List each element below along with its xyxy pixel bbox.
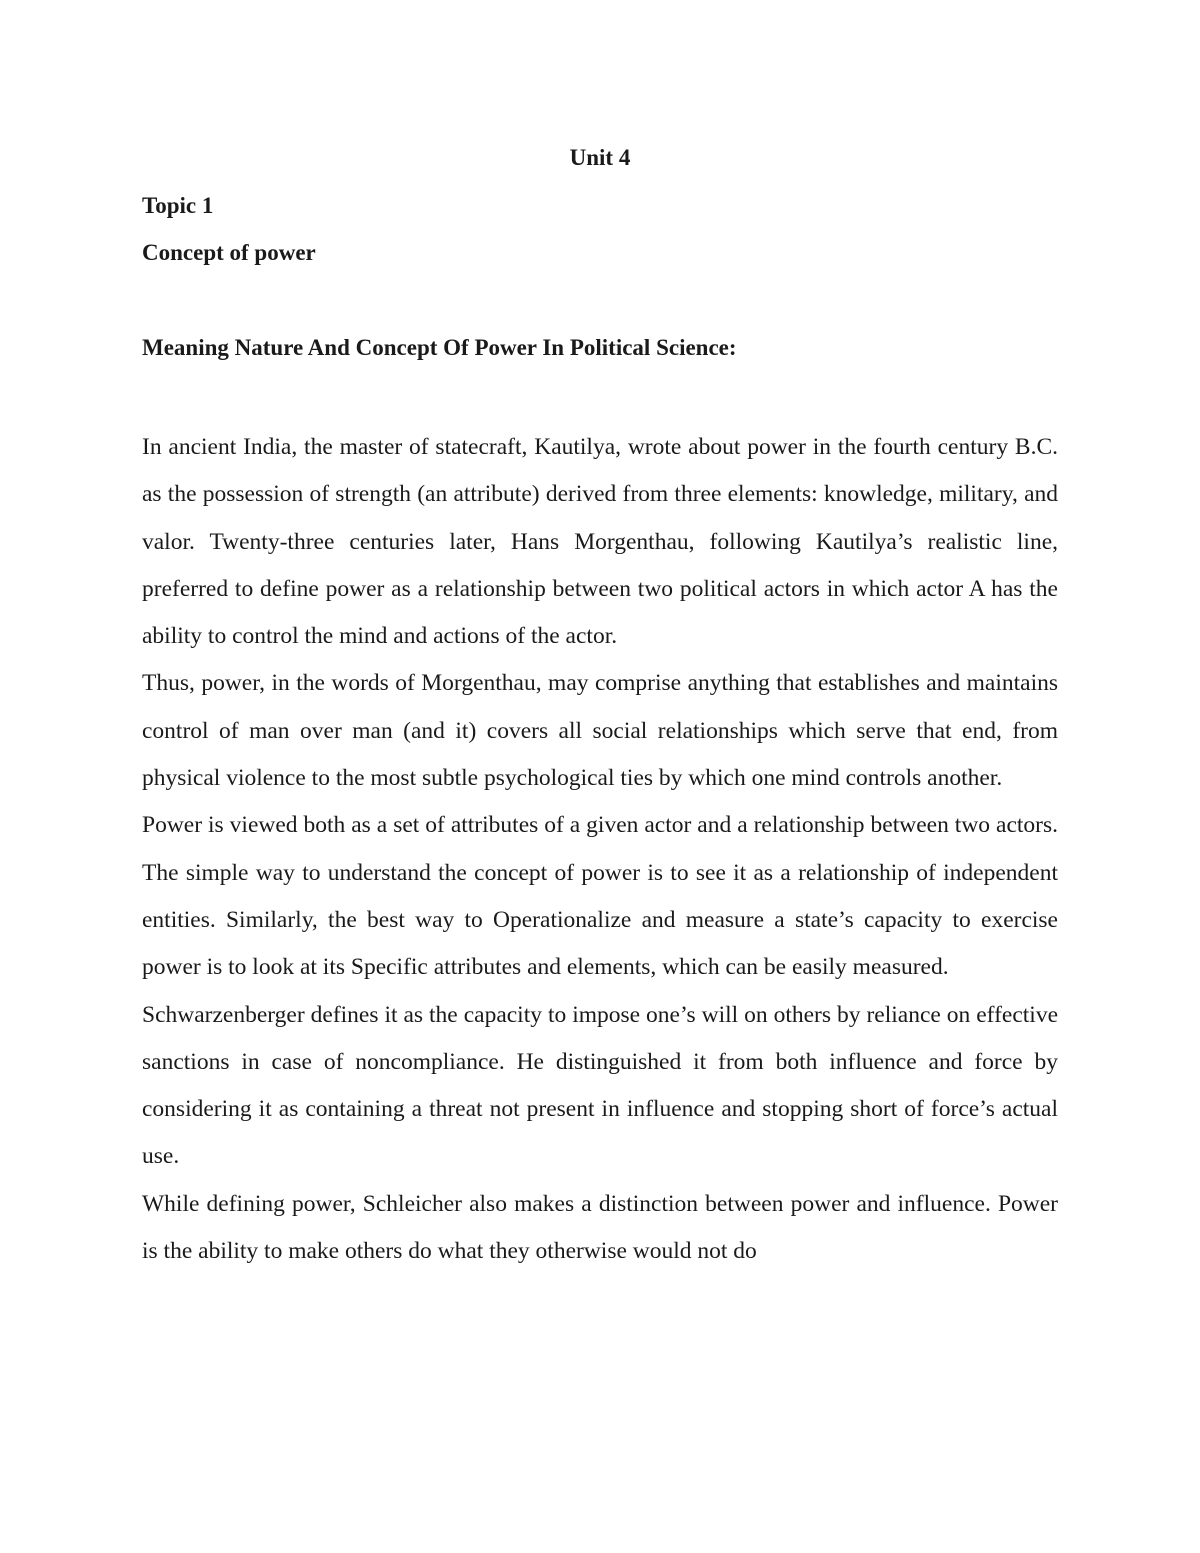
section-heading: Meaning Nature And Concept Of Power In Political Science:: [142, 335, 737, 360]
concept-heading: Concept of power: [142, 240, 316, 265]
body-text: [142, 424, 1058, 1275]
topic-heading: Topic 1: [142, 193, 214, 218]
paragraph-attributes: Power is viewed both as a set of attributes of a given actor and a relationship between two actors. The simple way to understand the concept of power is to see it as a relationship of independent entities. Similarly, the best way to Operationalize and measure a state’s capacity to exercise power is to look at its Specific attributes and elements, which can be easily measured.: [142, 812, 1058, 981]
paragraph-morgenthau: Thus, power, in the words of Morgenthau, may comprise anything that establishes and maintains control of man over man (and it) covers all social relationships which serve that end, from physical violence to the most subtle psychological ties by which one mind controls another.: [142, 670, 1058, 792]
unit-title: Unit 4: [569, 145, 631, 170]
paragraph-schleicher: While defining power, Schleicher also makes a distinction between power and influence. Power is the ability to make others do what they otherwise would not do: [142, 1190, 1058, 1265]
paragraph-schwarzenberger: Schwarzenberger defines it as the capacity to impose one’s will on others by reliance on effective sanctions in case of noncompliance. He distinguished it from both influence and force by considering it as containing a threat not present in influence and stopping short of force’s actual use.: [142, 1001, 1058, 1170]
paragraph-kautilya: In ancient India, the master of statecraft, Kautilya, wrote about power in the fourth century B.C. as the possession of strength (an attribute) derived from three elements: knowledge, military, and valor. Twenty-three centuries later, Hans Morgenthau, following Kautilya’s realistic line, preferred to define power as a relationship between two political actors in which actor A has the ability to control the mind and actions of the actor.: [142, 434, 1058, 650]
